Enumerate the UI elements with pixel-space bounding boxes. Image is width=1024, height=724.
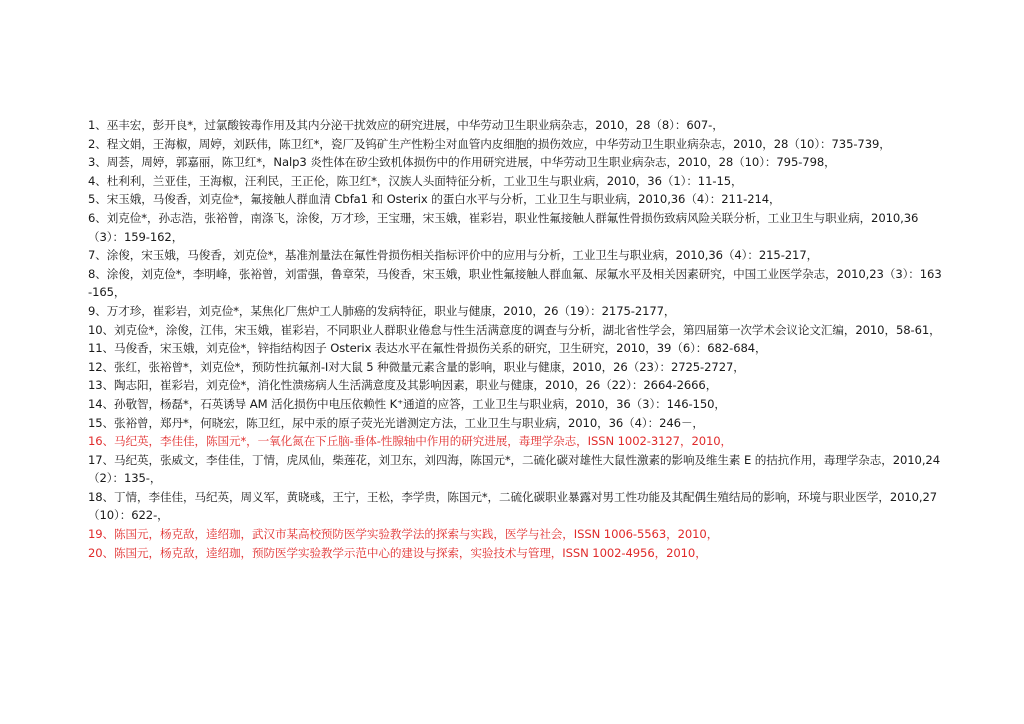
reference-item: 3、周荟，周婷，郭嘉丽，陈卫红*，Nalp3 炎性体在矽尘致机体损伤中的作用研究进展，中华劳动卫生职业病杂志，2010，28（10）：795-798， bbox=[88, 155, 836, 170]
reference-item: 9、万才珍，崔彩岩，刘克俭*，某焦化厂焦炉工人肺癌的发病特征，职业与健康，2010，26（19）：2175-2177， bbox=[88, 303, 676, 318]
reference-item: 1、巫丰宏，彭开良*，过氯酸铵毒作用及其内分泌干扰效应的研究进展，中华劳动卫生职业病杂志，2010，28（8）：607-， bbox=[88, 118, 724, 132]
reference-item: 10、刘克俭*，涂俊，江伟，宋玉娥，崔彩岩，不同职业人群职业倦怠与性生活满意度的调查与分析，湖北省性学会，第四届第一次学术会议论文汇编，2010，58-61， bbox=[88, 322, 941, 337]
reference-item: 4、杜利利，兰亚佳，王海椒，汪利民，王正伦，陈卫红*，汉族人头面特征分析，工业卫生与职业病，2010，36（1）：11-15， bbox=[88, 173, 743, 188]
reference-item-highlighted: 20、陈国元，杨克敌，逵绍珈，预防医学实验教学示范中心的建设与探索，实验技术与管理，ISSN 1002-4956，2010， bbox=[88, 545, 707, 560]
reference-item: 17、马纪英，张威文，李佳佳，丁情，虎凤仙，柴莲花，刘卫东，刘四海，陈国元*，二硫化碳对雄性大鼠性激素的影响及维生素 E 的拮抗作用，毒理学杂志，2010,24（2）：135-， bbox=[88, 452, 940, 486]
reference-item-highlighted: 19、陈国元，杨克敌，逵绍珈，武汉市某高校预防医学实验教学法的探索与实践，医学与社会，ISSN 1006-5563，2010， bbox=[88, 527, 719, 542]
reference-item: 18、丁情，李佳佳，马纪英，周义军，黄晓彧，王宁，王松，李学贵，陈国元*，二硫化碳职业暴露对男工性功能及其配偶生殖结局的影响，环境与职业医学，2010,27（10）：622-， bbox=[88, 489, 938, 523]
reference-item: 5、宋玉娥，马俊香，刘克俭*，氟接触人群血清 Cbfa1 和 Osterix 的蛋白水平与分析，工业卫生与职业病，2010,36（4）：211-214， bbox=[88, 192, 781, 207]
reference-item: 14、孙敬智，杨磊*，石英诱导 AM 活化损伤中电压依赖性 K⁺通道的应答，工业卫生与职业病，2010，36（3）：146-150， bbox=[88, 396, 726, 411]
reference-item: 11、马俊香，宋玉娥，刘克俭*，锌指结构因子 Osterix 表达水平在氟性骨损伤关系的研究，卫生研究，2010，39（6）：682-684， bbox=[88, 341, 767, 356]
reference-item: 6、刘克俭*，孙志浩，张裕曾，南涤飞，涂俊，万才珍，王宝珊，宋玉娥，崔彩岩，职业性氟接触人群氟性骨损伤致病风险关联分析，工业卫生与职业病，2010,36（3）：159-162， bbox=[88, 210, 919, 244]
reference-item: 15、张裕曾，郑丹*，何晓宏，陈卫红，尿中汞的原子荧光光谱测定方法，工业卫生与职业病，2010，36（4）：246－， bbox=[88, 415, 704, 430]
reference-item: 12、张红，张裕曾*，刘克俭*，预防性抗氟剂-Ⅰ对大鼠 5 种微量元素含量的影响，职业与健康，2010，26（23）：2725-2727， bbox=[88, 359, 745, 374]
reference-item: 2、程文娟，王海椒，周婷，刘跃伟，陈卫红*，瓷厂及钨矿生产性粉尘对血管内皮细胞的损伤效应，中华劳动卫生职业病杂志，2010，28（10）：735-739， bbox=[88, 136, 891, 151]
reference-item: 13、陶志阳，崔彩岩，刘克俭*，消化性溃疡病人生活满意度及其影响因素，职业与健康，2010，26（22）：2664-2666， bbox=[88, 378, 718, 393]
reference-item: 8、涂俊，刘克俭*，李明峰，张裕曾，刘雷强，鲁章荣，马俊香，宋玉娥，职业性氟接触人群血氟、尿氟水平及相关因素研究，中国工业医学杂志，2010,23（3）：163-165， bbox=[88, 266, 942, 300]
reference-item-highlighted: 16、马纪英，李佳佳，陈国元*，一氧化氮在下丘脑-垂体-性腺轴中作用的研究进展，毒理学杂志，ISSN 1002-3127，2010， bbox=[88, 434, 733, 449]
reference-list bbox=[88, 116, 944, 562]
reference-item: 7、涂俊，宋玉娥，马俊香，刘克俭*，基准剂量法在氟性骨损伤相关指标评价中的应用与分析，工业卫生与职业病，2010,36（4）：215-217， bbox=[88, 248, 819, 263]
